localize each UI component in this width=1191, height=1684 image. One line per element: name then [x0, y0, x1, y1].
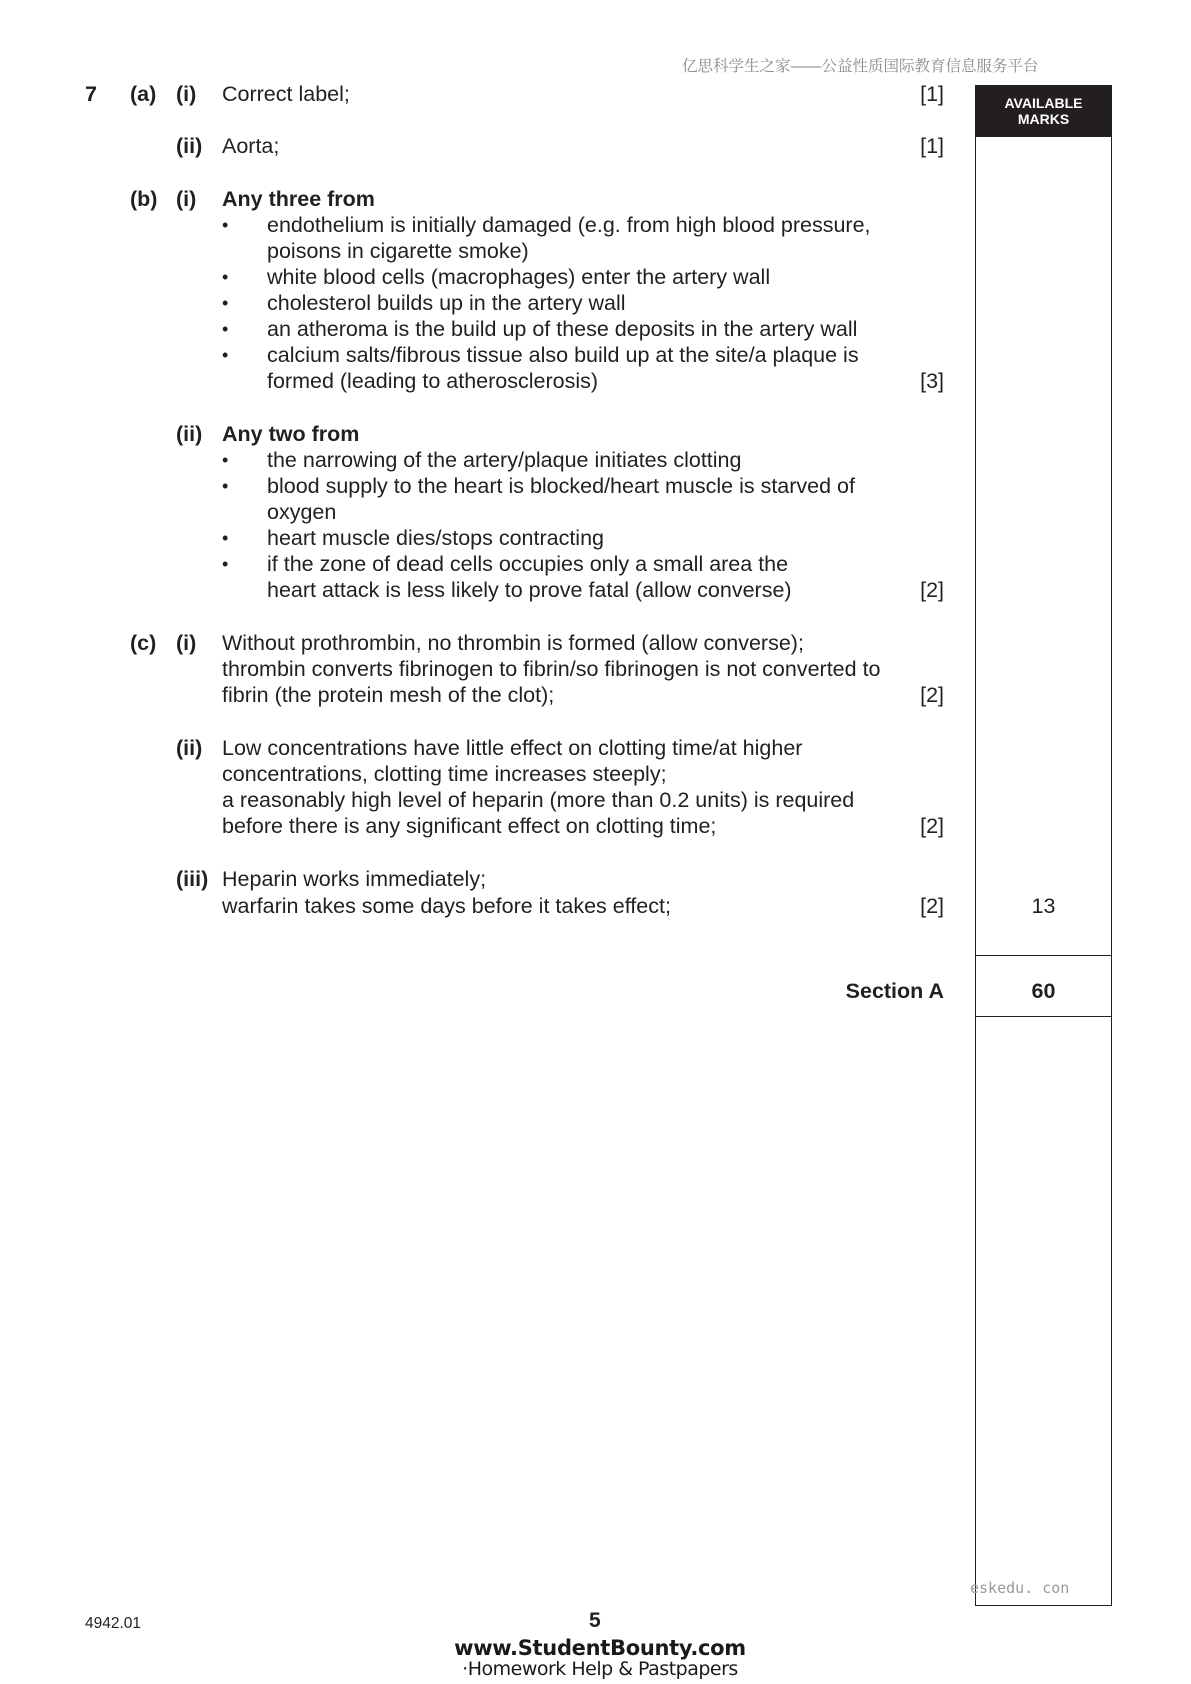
bullet: •: [222, 528, 229, 548]
part-b-ii-heading: Any two from: [222, 422, 360, 446]
bullet: •: [222, 476, 229, 496]
bullet: •: [222, 293, 229, 313]
bullet: •: [222, 267, 229, 287]
list-item: heart attack is less likely to prove fatal (allow converse): [267, 578, 792, 602]
list-item: calcium salts/fibrous tissue also build up at the site/a plaque is: [267, 343, 859, 367]
part-b-i-mark: [3]: [920, 369, 944, 393]
answer-line: before there is any significant effect on clotting time;: [222, 814, 717, 838]
list-item: cholesterol builds up in the artery wall: [267, 291, 626, 315]
side-watermark: eskedu. con: [970, 1579, 1070, 1597]
section-label: Section A: [845, 979, 944, 1003]
part-c-i-mark: [2]: [920, 683, 944, 707]
question-total-marks: 13: [1031, 894, 1056, 918]
logo-url: www.StudentBounty.com: [454, 1636, 746, 1660]
bullet: •: [222, 450, 229, 470]
part-c-ii-label: (ii): [176, 736, 203, 760]
part-b-i-label: (i): [176, 187, 197, 211]
watermark-top: 亿思科学生之家——公益性质国际教育信息服务平台: [682, 58, 1039, 75]
part-c-ii-mark: [2]: [920, 814, 944, 838]
document-code: 4942.01: [85, 1615, 142, 1632]
part-b-ii-label: (ii): [176, 422, 203, 446]
answer-line: fibrin (the protein mesh of the clot);: [222, 683, 555, 707]
part-c-i-label: (i): [176, 631, 197, 655]
part-a-i-label: (i): [176, 82, 197, 106]
marks-divider-top: [975, 955, 1112, 956]
part-a-i-answer: Correct label;: [222, 82, 350, 106]
bullet: •: [222, 319, 229, 339]
list-item: heart muscle dies/stops contracting: [267, 526, 604, 550]
list-item: white blood cells (macrophages) enter the artery wall: [267, 265, 771, 289]
list-item: oxygen: [267, 500, 337, 524]
marks-divider-bottom: [975, 1016, 1112, 1017]
logo-tagline: ·Homework Help & Pastpapers: [462, 1658, 738, 1680]
part-a-ii-label: (ii): [176, 134, 203, 158]
part-b-i-heading: Any three from: [222, 187, 375, 211]
list-item: if the zone of dead cells occupies only a small area the: [267, 552, 789, 576]
part-a-ii-answer: Aorta;: [222, 134, 280, 158]
bullet: •: [222, 345, 229, 365]
section-total-marks: 60: [1031, 979, 1056, 1003]
part-c-iii-label: (iii): [176, 867, 209, 891]
available-marks-heading: [975, 85, 1112, 137]
part-c-iii-mark: [2]: [920, 894, 944, 918]
available-marks-heading-line2: MARKS: [1017, 111, 1070, 127]
list-item: formed (leading to atherosclerosis): [267, 369, 599, 393]
list-item: the narrowing of the artery/plaque initiates clotting: [267, 448, 742, 472]
available-marks-heading-line1: AVAILABLE: [1004, 95, 1083, 111]
page-number: 5: [589, 1609, 601, 1632]
answer-line: concentrations, clotting time increases steeply;: [222, 762, 667, 786]
answer-line: thrombin converts fibrinogen to fibrin/so fibrinogen is not converted to: [222, 657, 881, 681]
list-item: blood supply to the heart is blocked/heart muscle is starved of: [267, 474, 855, 498]
part-a-label: (a): [130, 82, 157, 106]
answer-line: Low concentrations have little effect on clotting time/at higher: [222, 736, 803, 760]
studentbounty-logo: [440, 1637, 760, 1681]
question-number: 7: [85, 82, 97, 106]
answer-line: Heparin works immediately;: [222, 867, 487, 891]
bullet: •: [222, 215, 229, 235]
part-c-label: (c): [130, 631, 157, 655]
answer-line: warfarin takes some days before it takes effect;: [222, 894, 671, 918]
available-marks-column: [975, 85, 1112, 1606]
list-item: poisons in cigarette smoke): [267, 239, 529, 263]
answer-line: Without prothrombin, no thrombin is formed (allow converse);: [222, 631, 804, 655]
part-b-label: (b): [130, 187, 158, 211]
list-item: endothelium is initially damaged (e.g. from high blood pressure,: [267, 213, 871, 237]
answer-line: a reasonably high level of heparin (more than 0.2 units) is required: [222, 788, 855, 812]
part-a-i-mark: [1]: [920, 82, 944, 106]
part-b-ii-mark: [2]: [920, 578, 944, 602]
part-a-ii-mark: [1]: [920, 134, 944, 158]
bullet: •: [222, 554, 229, 574]
list-item: an atheroma is the build up of these deposits in the artery wall: [267, 317, 858, 341]
